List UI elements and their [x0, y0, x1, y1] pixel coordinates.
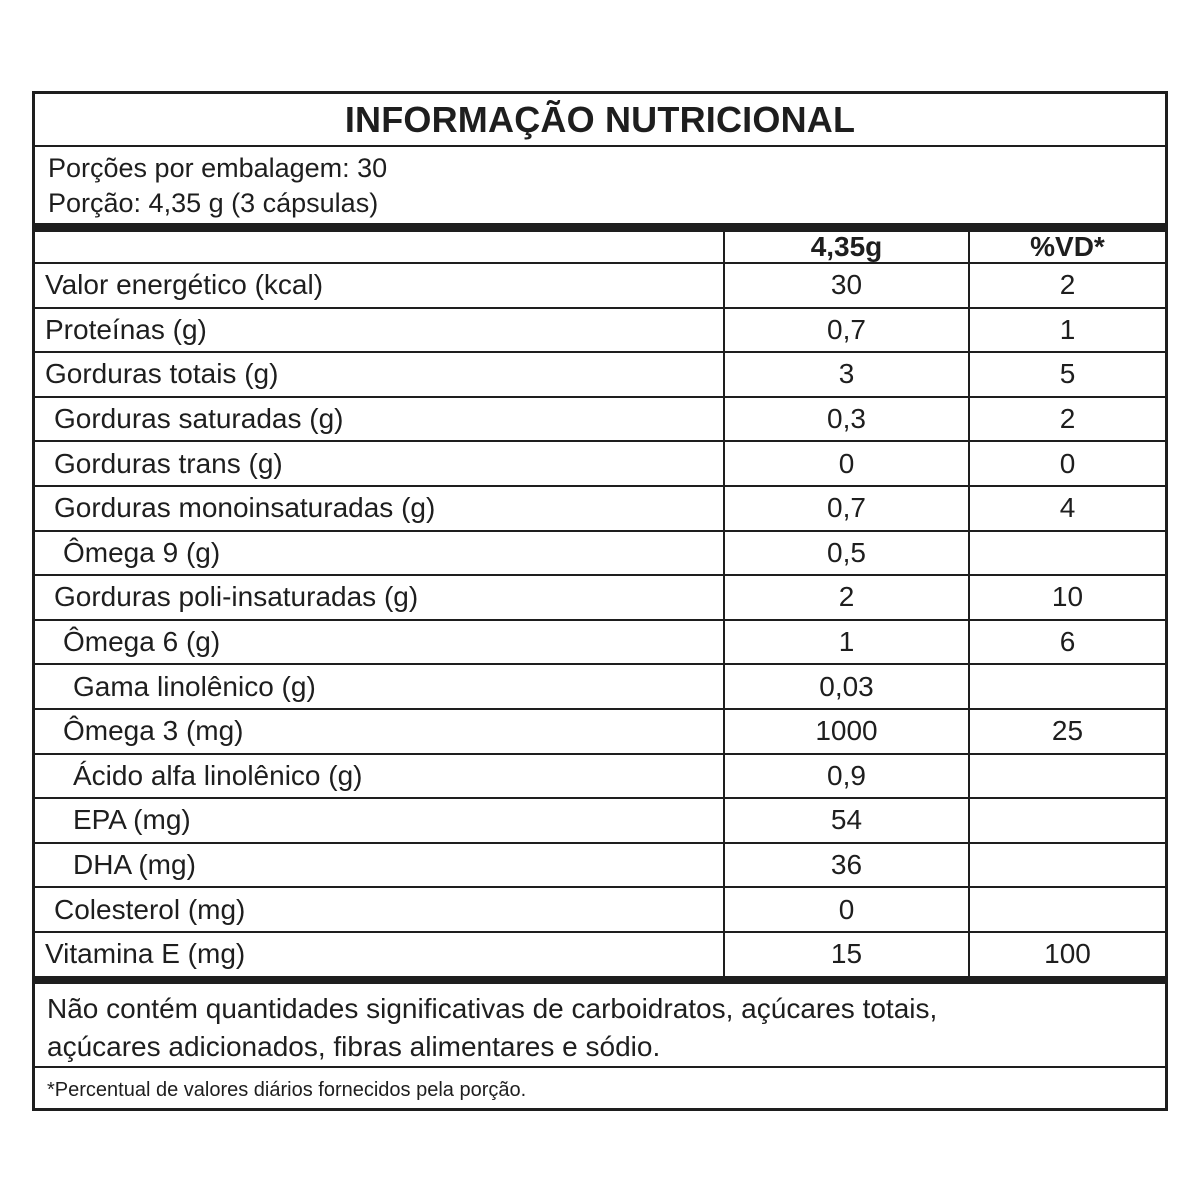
portions-per-package: Porções por embalagem: 30 — [48, 153, 388, 183]
table-row — [35, 798, 1165, 843]
nutrient-amount: 3 — [724, 352, 969, 397]
nutrient-name: Gorduras monoinsaturadas (g) — [35, 486, 724, 531]
nutrient-amount: 36 — [724, 843, 969, 888]
nutrient-name: Proteínas (g) — [35, 308, 724, 353]
nutrient-daily-value — [969, 664, 1165, 709]
table-row — [35, 531, 1165, 576]
nutrient-table-wrapper — [35, 232, 1165, 984]
nutrient-name: Gorduras saturadas (g) — [35, 397, 724, 442]
not-significant-note — [35, 984, 1165, 1068]
table-row — [35, 486, 1165, 531]
nutrient-amount: 2 — [724, 575, 969, 620]
nutrient-name: Ômega 3 (mg) — [35, 709, 724, 754]
table-row — [35, 709, 1165, 754]
nutrient-daily-value — [969, 754, 1165, 799]
header-amount: 4,35g — [724, 232, 969, 263]
table-row — [35, 620, 1165, 665]
nutrient-amount: 54 — [724, 798, 969, 843]
nutrient-daily-value — [969, 798, 1165, 843]
table-row — [35, 887, 1165, 932]
nutrient-amount: 0,5 — [724, 531, 969, 576]
portion-size: Porção: 4,35 g (3 cápsulas) — [48, 188, 379, 218]
nutrient-daily-value: 25 — [969, 709, 1165, 754]
nutrient-amount: 15 — [724, 932, 969, 977]
daily-value-footnote: *Percentual de valores diários fornecidos pela porção. — [47, 1078, 527, 1101]
nutrition-facts-label — [32, 91, 1168, 1111]
nutrient-daily-value: 2 — [969, 263, 1165, 308]
nutrient-name: Vitamina E (mg) — [35, 932, 724, 977]
nutrient-name: Ácido alfa linolênico (g) — [35, 754, 724, 799]
nutrient-name: Ômega 6 (g) — [35, 620, 724, 665]
nutrient-daily-value: 1 — [969, 308, 1165, 353]
nutrient-amount: 1 — [724, 620, 969, 665]
nutrient-name: Gorduras totais (g) — [35, 352, 724, 397]
nutrient-daily-value: 10 — [969, 575, 1165, 620]
table-row — [35, 308, 1165, 353]
nutrient-daily-value — [969, 843, 1165, 888]
label-title: INFORMAÇÃO NUTRICIONAL — [35, 94, 1165, 147]
table-row — [35, 441, 1165, 486]
nutrient-amount: 0,3 — [724, 397, 969, 442]
table-row — [35, 664, 1165, 709]
header-daily-value: %VD* — [969, 232, 1165, 263]
nutrient-daily-value — [969, 887, 1165, 932]
nutrient-amount: 30 — [724, 263, 969, 308]
table-row — [35, 397, 1165, 442]
nutrient-daily-value: 100 — [969, 932, 1165, 977]
nutrient-daily-value: 6 — [969, 620, 1165, 665]
table-row — [35, 352, 1165, 397]
nutrient-amount: 1000 — [724, 709, 969, 754]
nutrient-amount: 0 — [724, 887, 969, 932]
nutrient-amount: 0 — [724, 441, 969, 486]
nutrient-name: Gama linolênico (g) — [35, 664, 724, 709]
nutrient-name: DHA (mg) — [35, 843, 724, 888]
nutrient-name: Colesterol (mg) — [35, 887, 724, 932]
portion-info — [35, 147, 1165, 232]
table-row — [35, 575, 1165, 620]
table-row — [35, 754, 1165, 799]
nutrient-daily-value: 2 — [969, 397, 1165, 442]
nutrient-daily-value: 4 — [969, 486, 1165, 531]
nutrient-name: Gorduras trans (g) — [35, 441, 724, 486]
table-row — [35, 843, 1165, 888]
nutrient-name: Ômega 9 (g) — [35, 531, 724, 576]
nutrient-daily-value — [969, 531, 1165, 576]
nutrient-name: EPA (mg) — [35, 798, 724, 843]
nutrient-daily-value: 5 — [969, 352, 1165, 397]
header-blank-cell — [35, 232, 724, 263]
note-line-1: Não contém quantidades significativas de carboidratos, açúcares totais, — [47, 992, 938, 1024]
nutrient-amount: 0,7 — [724, 486, 969, 531]
nutrient-amount: 0,03 — [724, 664, 969, 709]
table-header-row — [35, 232, 1165, 263]
note-line-2: açúcares adicionados, fibras alimentares e sódio. — [47, 1030, 661, 1062]
nutrient-name: Gorduras poli-insaturadas (g) — [35, 575, 724, 620]
nutrient-amount: 0,9 — [724, 754, 969, 799]
nutrient-name: Valor energético (kcal) — [35, 263, 724, 308]
nutrient-daily-value: 0 — [969, 441, 1165, 486]
nutrient-table — [35, 232, 1165, 978]
table-row — [35, 932, 1165, 977]
nutrient-amount: 0,7 — [724, 308, 969, 353]
table-row — [35, 263, 1165, 308]
